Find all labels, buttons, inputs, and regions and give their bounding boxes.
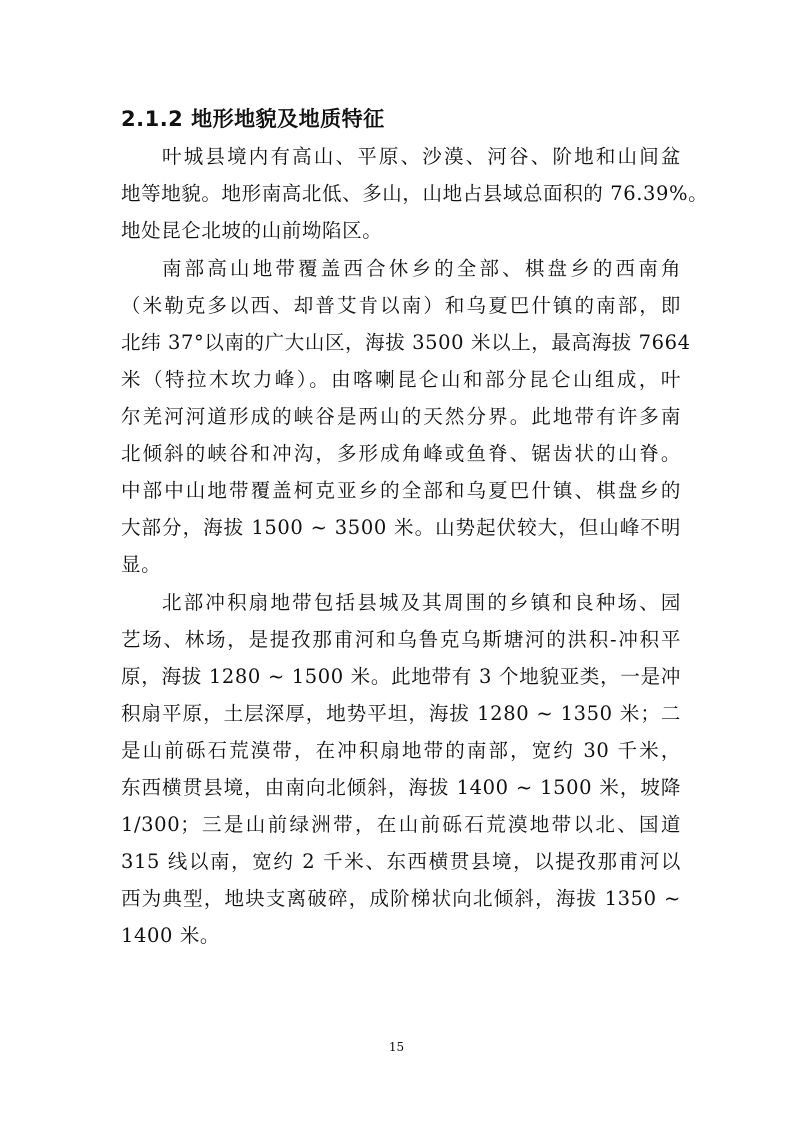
paragraph-2-line-5: 尔羌河河道形成的峡谷是两山的天然分界。此地带有许多南 [121, 405, 681, 428]
paragraph-3-line-5: 是山前砾石荒漠带，在冲积扇地带的南部，宽约 30 千米， [121, 739, 681, 762]
paragraph-1-line-3: 地处昆仑北坡的山前坳陷区。 [121, 219, 383, 242]
paragraph-2-line-8: 大部分，海拔 1500 ~ 3500 米。山势起伏较大，但山峰不明 [121, 516, 681, 539]
paragraph-3-line-2: 艺场、林场，是提孜那甫河和乌鲁克乌斯塘河的洪积-冲积平 [121, 628, 681, 651]
paragraph-2-line-6: 北倾斜的峡谷和冲沟，多形成角峰或鱼脊、锯齿状的山脊。 [121, 442, 681, 465]
paragraph-2-line-4: 米（特拉木坎力峰）。由喀喇昆仑山和部分昆仑山组成，叶 [121, 368, 681, 391]
paragraph-2-line-2: （米勒克多以西、却普艾肯以南）和乌夏巴什镇的南部，即 [121, 294, 681, 317]
paragraph-2-line-9: 显。 [121, 553, 162, 576]
paragraph-3-line-8: 315 线以南，宽约 2 千米、东西横贯县境，以提孜那甫河以 [121, 850, 681, 873]
paragraph-2-line-7: 中部中山地带覆盖柯克亚乡的全部和乌夏巴什镇、棋盘乡的 [121, 479, 681, 502]
paragraph-2-line-1: 南部高山地带覆盖西合休乡的全部、棋盘乡的西南角 [162, 257, 681, 280]
section-heading: 2.1.2 地形地貌及地质特征 [121, 107, 385, 131]
paragraph-3-line-4: 积扇平原，土层深厚，地势平坦，海拔 1280 ~ 1350 米；二 [121, 702, 681, 725]
paragraph-3-line-1: 北部冲积扇地带包括县城及其周围的乡镇和良种场、园 [162, 591, 681, 614]
paragraph-3-line-9: 西为典型，地块支离破碎，成阶梯状向北倾斜，海拔 1350 ~ [121, 887, 681, 910]
paragraph-1-line-2: 地等地貌。地形南高北低、多山，山地占县域总面积的 76.39%。 [121, 182, 709, 205]
paragraph-3-line-7: 1/300；三是山前绿洲带，在山前砾石荒漠地带以北、国道 [121, 813, 681, 836]
paragraph-1-line-1: 叶城县境内有高山、平原、沙漠、河谷、阶地和山间盆 [162, 145, 681, 168]
paragraph-3-line-6: 东西横贯县境，由南向北倾斜，海拔 1400 ~ 1500 米，坡降 [121, 776, 681, 799]
paragraph-2-line-3: 北纬 37°以南的广大山区，海拔 3500 米以上，最高海拔 7664 [121, 331, 691, 354]
paragraph-3-line-10: 1400 米。 [121, 924, 221, 947]
paragraph-3-line-3: 原，海拔 1280 ~ 1500 米。此地带有 3 个地貌亚类，一是冲 [121, 665, 681, 688]
page-number: 15 [388, 1040, 405, 1054]
